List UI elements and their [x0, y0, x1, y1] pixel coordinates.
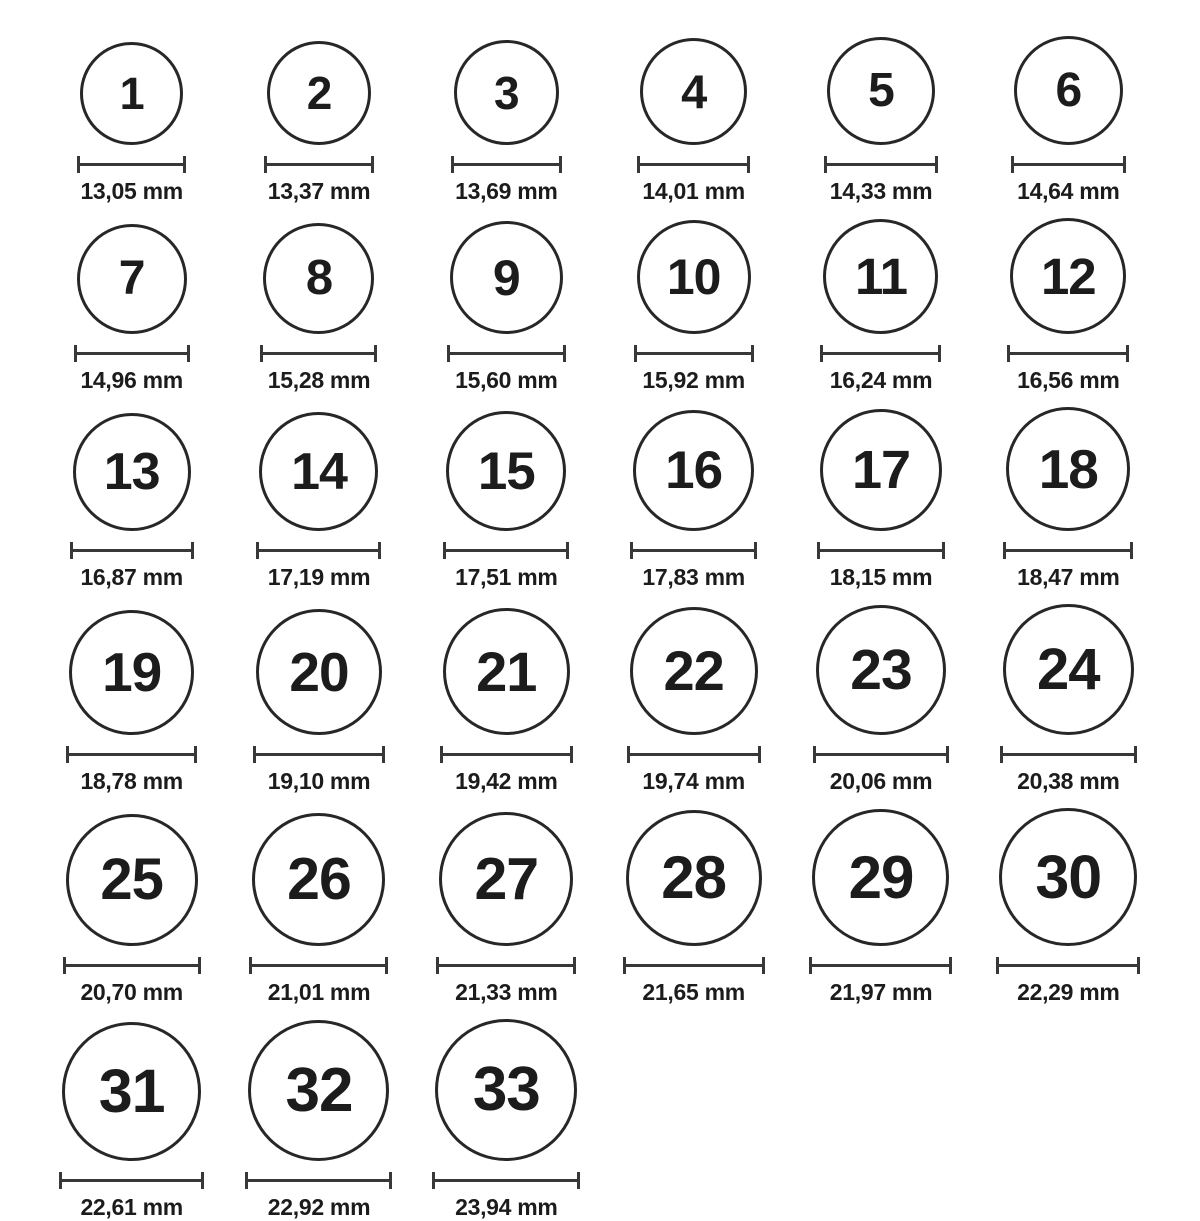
ring-size-cell — [600, 810, 787, 1006]
ring-circle — [626, 810, 762, 946]
ring-size-number: 33 — [472, 1055, 540, 1124]
ring-circle — [823, 219, 938, 334]
ring-size-number: 8 — [305, 251, 333, 305]
measure-line — [77, 352, 187, 355]
diameter-label: 21,97 mm — [829, 979, 933, 1005]
diameter-label: 23,94 mm — [455, 1194, 558, 1220]
ring-size-number: 7 — [118, 252, 145, 305]
measure-line — [1006, 549, 1130, 552]
measure-line — [439, 964, 573, 967]
ring-size-number: 10 — [666, 249, 721, 305]
ring-size-number: 29 — [848, 843, 914, 911]
measure-line — [435, 1179, 577, 1182]
measure-line — [999, 964, 1137, 967]
diameter-measure-bar — [264, 156, 374, 173]
ring-size-cell — [38, 814, 225, 1006]
ring-size-cell — [413, 40, 600, 205]
diameter-measure-bar — [432, 1172, 580, 1189]
chart-row — [38, 808, 1162, 1006]
chart-row — [38, 604, 1162, 795]
ring-size-number: 24 — [1037, 636, 1100, 702]
ring-size-number: 15 — [477, 441, 535, 501]
ring-size-number: 20 — [289, 640, 349, 703]
diameter-measure-bar — [70, 542, 194, 559]
ring-size-cell — [413, 411, 600, 591]
measure-line — [827, 163, 935, 166]
diameter-label: 20,38 mm — [1017, 768, 1120, 794]
ring-size-cell — [787, 605, 974, 795]
ring-size-number: 27 — [474, 845, 539, 912]
ring-size-cell — [225, 1020, 412, 1221]
ring-circle — [827, 37, 935, 145]
measure-line — [69, 753, 194, 756]
diameter-label: 19,74 mm — [642, 768, 745, 794]
ring-circle — [450, 221, 563, 334]
diameter-label: 22,29 mm — [1017, 979, 1120, 1005]
measure-line — [73, 549, 191, 552]
diameter-measure-bar — [627, 746, 761, 763]
diameter-measure-bar — [443, 542, 569, 559]
ring-circle — [77, 224, 187, 334]
ring-circle — [454, 40, 559, 145]
measure-line — [1014, 163, 1123, 166]
diameter-label: 19,10 mm — [267, 768, 371, 794]
diameter-label: 16,24 mm — [829, 367, 933, 393]
ring-size-number: 5 — [868, 64, 894, 117]
diameter-label: 19,42 mm — [455, 768, 558, 794]
ring-size-number: 31 — [98, 1057, 165, 1125]
ring-circle — [73, 413, 191, 531]
measure-line — [62, 1179, 201, 1182]
measure-line — [637, 352, 751, 355]
diameter-label: 18,78 mm — [80, 768, 183, 794]
measure-line — [263, 352, 374, 355]
diameter-label: 15,60 mm — [455, 367, 558, 393]
ring-size-number: 16 — [665, 441, 723, 500]
ring-size-cell — [975, 407, 1162, 591]
ring-circle — [816, 605, 946, 735]
ring-size-cell — [413, 608, 600, 795]
diameter-measure-bar — [77, 156, 186, 173]
diameter-measure-bar — [813, 746, 949, 763]
measure-line — [252, 964, 385, 967]
ring-size-number: 6 — [1055, 63, 1082, 117]
ring-circle — [640, 38, 747, 145]
ring-size-number: 32 — [285, 1055, 353, 1125]
ring-size-number: 12 — [1040, 247, 1096, 305]
ring-size-number: 2 — [306, 67, 332, 119]
diameter-measure-bar — [996, 957, 1140, 974]
diameter-label: 13,69 mm — [455, 178, 558, 204]
diameter-measure-bar — [260, 345, 377, 362]
diameter-label: 22,61 mm — [80, 1194, 183, 1220]
ring-size-number: 14 — [291, 442, 347, 501]
chart-row — [38, 407, 1162, 591]
ring-size-cell — [225, 41, 412, 205]
measure-line — [259, 549, 378, 552]
ring-circle — [1014, 36, 1123, 145]
diameter-measure-bar — [447, 345, 566, 362]
diameter-measure-bar — [249, 957, 388, 974]
ring-size-number: 13 — [103, 443, 160, 501]
diameter-measure-bar — [634, 345, 754, 362]
ring-size-number: 9 — [492, 249, 520, 306]
ring-size-cell — [787, 37, 974, 205]
ring-size-cell — [787, 409, 974, 591]
diameter-measure-bar — [63, 957, 201, 974]
ring-size-cell — [413, 1019, 600, 1221]
diameter-label: 18,47 mm — [1017, 564, 1120, 590]
measure-line — [80, 163, 183, 166]
chart-row — [38, 218, 1162, 394]
ring-circle — [637, 220, 751, 334]
measure-line — [1010, 352, 1126, 355]
diameter-label: 17,19 mm — [267, 564, 371, 590]
ring-circle — [248, 1020, 389, 1161]
diameter-label: 17,51 mm — [455, 564, 558, 590]
ring-circle — [66, 814, 198, 946]
measure-line — [630, 753, 758, 756]
diameter-measure-bar — [451, 156, 562, 173]
ring-size-cell — [225, 609, 412, 795]
measure-line — [443, 753, 570, 756]
diameter-label: 22,92 mm — [267, 1194, 371, 1220]
measure-line — [1003, 753, 1134, 756]
diameter-measure-bar — [1000, 746, 1137, 763]
diameter-measure-bar — [1011, 156, 1126, 173]
diameter-label: 16,56 mm — [1017, 367, 1120, 393]
ring-size-cell — [975, 808, 1162, 1006]
ring-circle — [1003, 604, 1134, 735]
ring-size-cell — [413, 221, 600, 394]
ring-size-cell — [225, 223, 412, 394]
chart-row — [38, 36, 1162, 205]
diameter-label: 21,65 mm — [642, 979, 745, 1005]
diameter-measure-bar — [809, 957, 952, 974]
ring-circle — [439, 812, 573, 946]
ring-circle — [820, 409, 942, 531]
ring-size-cell — [225, 412, 412, 591]
measure-line — [66, 964, 198, 967]
ring-size-number: 25 — [100, 847, 163, 912]
diameter-measure-bar — [1007, 345, 1129, 362]
diameter-measure-bar — [820, 345, 941, 362]
ring-size-number: 11 — [855, 248, 907, 305]
ring-size-cell — [38, 224, 225, 394]
diameter-label: 20,06 mm — [829, 768, 933, 794]
measure-line — [820, 549, 942, 552]
diameter-label: 18,15 mm — [829, 564, 933, 590]
diameter-label: 20,70 mm — [80, 979, 183, 1005]
diameter-label: 17,83 mm — [642, 564, 745, 590]
ring-size-cell — [600, 607, 787, 795]
diameter-measure-bar — [637, 156, 750, 173]
measure-line — [454, 163, 559, 166]
measure-line — [248, 1179, 389, 1182]
diameter-measure-bar — [824, 156, 938, 173]
diameter-measure-bar — [630, 542, 757, 559]
diameter-measure-bar — [74, 345, 190, 362]
ring-circle — [80, 42, 183, 145]
ring-size-cell — [225, 813, 412, 1006]
ring-size-number: 28 — [661, 844, 727, 911]
measure-line — [812, 964, 949, 967]
ring-circle — [443, 608, 570, 735]
diameter-measure-bar — [817, 542, 945, 559]
diameter-label: 21,01 mm — [267, 979, 371, 1005]
ring-circle — [446, 411, 566, 531]
diameter-measure-bar — [1003, 542, 1133, 559]
ring-size-number: 23 — [850, 637, 912, 702]
diameter-measure-bar — [66, 746, 197, 763]
ring-size-cell — [38, 413, 225, 591]
ring-size-number: 18 — [1038, 437, 1098, 500]
measure-line — [450, 352, 563, 355]
ring-size-number: 30 — [1035, 842, 1102, 911]
diameter-measure-bar — [245, 1172, 392, 1189]
diameter-measure-bar — [440, 746, 573, 763]
ring-circle — [435, 1019, 577, 1161]
ring-size-number: 19 — [102, 641, 162, 703]
ring-circle — [263, 223, 374, 334]
ring-size-number: 1 — [119, 68, 144, 119]
ring-size-cell — [975, 36, 1162, 205]
ring-circle — [999, 808, 1137, 946]
diameter-measure-bar — [436, 957, 576, 974]
ring-size-cell — [975, 218, 1162, 394]
diameter-label: 13,37 mm — [267, 178, 371, 204]
diameter-measure-bar — [59, 1172, 204, 1189]
diameter-label: 16,87 mm — [80, 564, 183, 590]
ring-size-number: 22 — [663, 639, 724, 702]
diameter-measure-bar — [253, 746, 385, 763]
ring-size-number: 4 — [681, 65, 707, 118]
measure-line — [267, 163, 371, 166]
ring-size-cell — [600, 220, 787, 394]
ring-size-number: 3 — [494, 66, 519, 119]
measure-line — [816, 753, 946, 756]
diameter-label: 14,33 mm — [829, 178, 933, 204]
ring-circle — [252, 813, 385, 946]
diameter-label: 21,33 mm — [455, 979, 558, 1005]
diameter-measure-bar — [623, 957, 765, 974]
ring-circle — [69, 610, 194, 735]
ring-size-cell — [38, 610, 225, 795]
measure-line — [633, 549, 754, 552]
ring-circle — [812, 809, 949, 946]
ring-size-cell — [38, 42, 225, 205]
measure-line — [446, 549, 566, 552]
diameter-label: 14,64 mm — [1017, 178, 1120, 204]
diameter-label: 14,96 mm — [80, 367, 183, 393]
ring-size-cell — [413, 812, 600, 1006]
ring-size-cell — [787, 219, 974, 394]
ring-size-cell — [975, 604, 1162, 795]
measure-line — [823, 352, 938, 355]
ring-circle — [62, 1022, 201, 1161]
ring-size-number: 17 — [851, 440, 911, 500]
measure-line — [626, 964, 762, 967]
diameter-label: 13,05 mm — [80, 178, 183, 204]
ring-size-cell — [600, 38, 787, 205]
ring-circle — [259, 412, 378, 531]
diameter-label: 15,28 mm — [267, 367, 371, 393]
ring-circle — [1010, 218, 1126, 334]
ring-size-cell — [600, 410, 787, 591]
diameter-label: 14,01 mm — [642, 178, 745, 204]
ring-circle — [633, 410, 754, 531]
measure-line — [640, 163, 747, 166]
ring-size-cell — [38, 1022, 225, 1221]
ring-circle — [630, 607, 758, 735]
measure-line — [256, 753, 382, 756]
diameter-label: 15,92 mm — [642, 367, 745, 393]
chart-row — [38, 1019, 1162, 1221]
ring-circle — [256, 609, 382, 735]
diameter-measure-bar — [256, 542, 381, 559]
ring-circle — [1006, 407, 1130, 531]
ring-circle — [267, 41, 371, 145]
ring-size-number: 26 — [287, 846, 351, 912]
ring-size-number: 21 — [476, 639, 537, 703]
ring-size-cell — [787, 809, 974, 1006]
